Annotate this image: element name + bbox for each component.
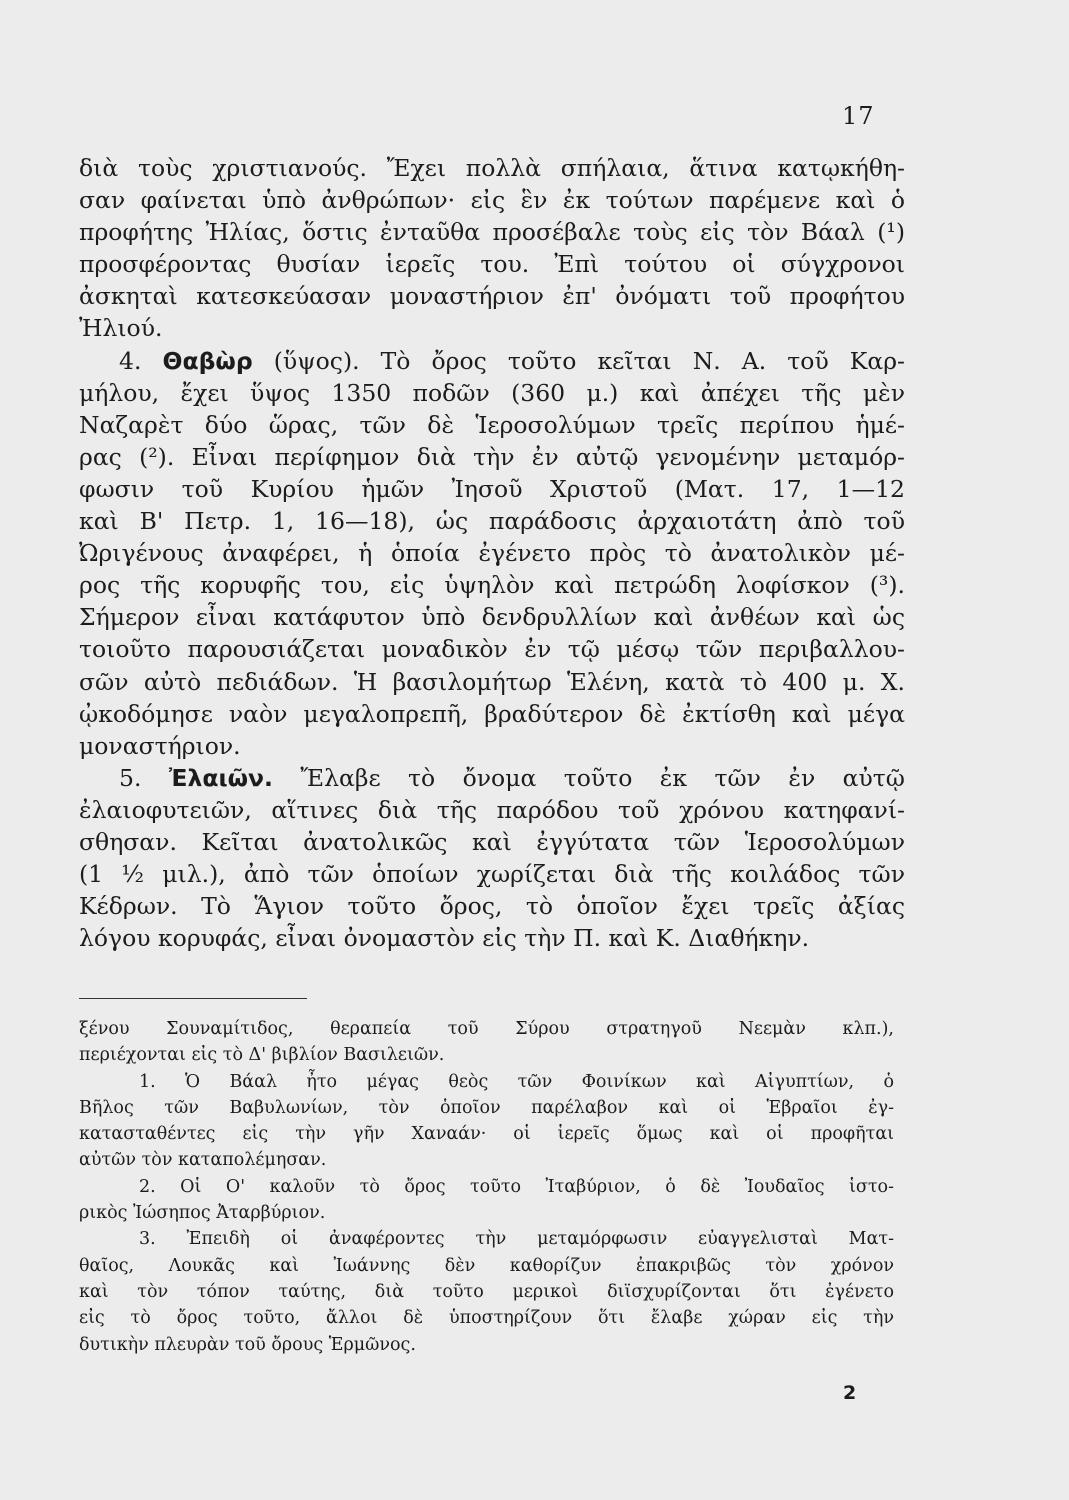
- text-line: Ἠλιού.: [79, 314, 163, 343]
- footnote-1-line: αὐτῶν τὸν καταπολέμησαν.: [79, 1150, 327, 1171]
- footnote-3-line: καὶ τὸν τόπον ταύτης, διὰ τοῦτο μερικοὶ διϊσχυρίζονται ὅτι ἐγένετο: [79, 1281, 894, 1302]
- signature-mark: 2: [843, 1382, 857, 1404]
- section-number: 5.: [119, 763, 142, 792]
- text-line: διὰ τοὺς χριστιανούς. Ἔχει πολλὰ σπήλαια, ἅτινα κατῳκήθη-: [79, 154, 905, 182]
- text-line: ἀσκηταὶ κατεσκεύασαν μοναστήριον ἐπ' ὀνόματι τοῦ προφήτου: [79, 282, 905, 311]
- section-heading-elaion: Ἐλαιῶν.: [168, 763, 273, 792]
- section-heading-line: [79, 762, 905, 794]
- text-line: ρος τῆς κορυφῆς του, εἰς ὑψηλὸν καὶ πετρώδη λοφίσκον (³).: [79, 571, 905, 600]
- page-number: 17: [842, 102, 875, 130]
- text-line: καὶ Β' Πετρ. 1, 16—18), ὡς παράδοσις ἀρχαιοτάτη ἀπὸ τοῦ: [79, 507, 905, 536]
- section-heading-tabor: Θαβὼρ: [162, 346, 253, 375]
- footnote-1-line: κατασταθέντες εἰς τὴν γῆν Χαναάν· οἱ ἱερεῖς ὅμως καὶ οἱ προφῆται: [79, 1124, 894, 1145]
- footnote-3-line: δυτικὴν πλευρὰν τοῦ ὄρους Ἑρμῶνος.: [79, 1334, 416, 1355]
- footnote-2-line: 2. Οἱ Ο' καλοῦν τὸ ὄρος τοῦτο Ἰταβύριον, ὁ δὲ Ἰουδαῖος ἱστο-: [139, 1176, 894, 1197]
- text-line: Κέδρων. Τὸ Ἅγιον τοῦτο ὄρος, τὸ ὁποῖον ἔχει τρεῖς ἀξίας: [79, 892, 905, 921]
- section-heading-line: [79, 345, 905, 377]
- footnote-line: ξένου Σουναμίτιδος, θεραπεία τοῦ Σύρου στρατηγοῦ Νεεμὰν κλπ.),: [79, 1019, 894, 1039]
- text-line: μοναστήριον.: [79, 731, 241, 760]
- text-line: προσφέροντας θυσίαν ἱερεῖς του. Ἐπὶ τούτου οἱ σύγχρονοι: [79, 250, 905, 279]
- text-line: τοιοῦτο παρουσιάζεται μοναδικὸν ἐν τῷ μέσῳ τῶν περιβαλλου-: [79, 635, 905, 664]
- main-text: [79, 152, 905, 954]
- footnotes: [79, 1016, 894, 1358]
- footnote-3-line: εἰς τὸ ὄρος τοῦτο, ἄλλοι δὲ ὑποστηρίζουν ὅτι ἔλαβε χώραν εἰς τὴν: [79, 1308, 894, 1329]
- text-line: Ναζαρὲτ δύο ὥρας, τῶν δὲ Ἱεροσολύμων τρεῖς περίπου ἡμέ-: [79, 410, 905, 439]
- text-line: σαν φαίνεται ὑπὸ ἀνθρώπων· εἰς ἓν ἐκ τούτων παρέμενε καὶ ὁ: [79, 186, 905, 215]
- text-line: Ὠριγένους ἀναφέρει, ἡ ὁποία ἐγένετο πρὸς τὸ ἀνατολικὸν μέ-: [79, 539, 905, 568]
- footnote-line: περιέχονται εἰς τὸ Δ' βιβλίον Βασιλειῶν.: [79, 1045, 445, 1066]
- text-line: σθησαν. Κεῖται ἀνατολικῶς καὶ ἐγγύτατα τῶν Ἱεροσολύμων: [79, 827, 905, 856]
- text-run: Ἔλαβε τὸ ὄνομα τοῦτο ἐκ τῶν ἐν αὐτῷ: [300, 763, 905, 792]
- footnote-divider: [79, 998, 307, 999]
- text-run: (ὕψος). Τὸ ὄρος τοῦτο κεῖται Ν. Α. τοῦ Καρ-: [273, 346, 905, 375]
- text-line: φωσιν τοῦ Κυρίου ἡμῶν Ἰησοῦ Χριστοῦ (Ματ. 17, 1—12: [79, 474, 905, 503]
- text-line: σῶν αὐτὸ πεδιάδων. Ἡ βασιλομήτωρ Ἑλένη, κατὰ τὸ 400 μ. Χ.: [79, 667, 905, 696]
- text-line: ρας (²). Εἶναι περίφημον διὰ τὴν ἐν αὐτῷ γενομένην μεταμόρ-: [79, 442, 905, 471]
- footnote-1-line: 1. Ὁ Βάαλ ἦτο μέγας θεὸς τῶν Φοινίκων καὶ Αἰγυπτίων, ὁ: [139, 1071, 894, 1092]
- section-number: 4.: [119, 346, 142, 375]
- footnote-3-line: 3. Ἐπειδὴ οἱ ἀναφέροντες τὴν μεταμόρφωσιν εὐαγγελισταὶ Ματ-: [139, 1229, 894, 1250]
- footnote-1-line: Βῆλος τῶν Βαβυλωνίων, τὸν ὁποῖον παρέλαβον καὶ οἱ Ἑβραῖοι ἐγ-: [79, 1097, 894, 1118]
- text-line: λόγου κορυφάς, εἶναι ὀνομαστὸν εἰς τὴν Π. καὶ Κ. Διαθήκην.: [79, 924, 810, 953]
- text-line: (1 ½ μιλ.), ἀπὸ τῶν ὁποίων χωρίζεται διὰ τῆς κοιλάδος τῶν: [79, 860, 905, 889]
- footnote-2-line: ρικὸς Ἰώσηπος Ἀταρβύριον.: [79, 1203, 326, 1224]
- text-line: μήλου, ἔχει ὕψος 1350 ποδῶν (360 μ.) καὶ ἀπέχει τῆς μὲν: [79, 378, 905, 407]
- footnote-3-line: θαῖος, Λουκᾶς καὶ Ἰωάννης δὲν καθορίζυν ἐπακριβῶς τὸν χρόνον: [79, 1255, 894, 1276]
- text-line: ἐλαιοφυτειῶν, αἵτινες διὰ τῆς παρόδου τοῦ χρόνου κατηφανί-: [79, 795, 905, 824]
- text-line: ᾠκοδόμησε ναὸν μεγαλοπρεπῆ, βραδύτερον δὲ ἐκτίσθη καὶ μέγα: [79, 699, 905, 728]
- text-line: Σήμερον εἶναι κατάφυτον ὑπὸ δενδρυλλίων καὶ ἀνθέων καὶ ὡς: [79, 603, 905, 632]
- text-line: προφήτης Ἠλίας, ὅστις ἐνταῦθα προσέβαλε τοὺς εἰς τὸν Βάαλ (¹): [79, 218, 905, 247]
